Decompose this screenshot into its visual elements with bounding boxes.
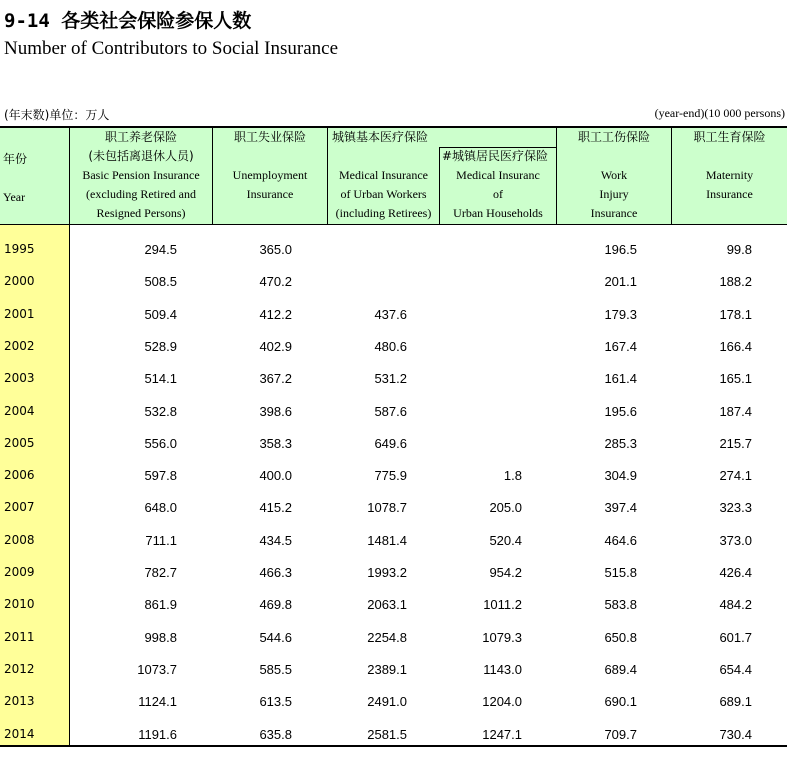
header-maternity-en2: Insurance — [706, 187, 753, 201]
table-row — [0, 228, 787, 260]
header-injury-en3: Insurance — [590, 206, 638, 220]
cell-injury: 464.6 — [604, 532, 637, 548]
cell-injury: 690.1 — [604, 694, 637, 710]
cell-pension: 861.9 — [144, 597, 177, 613]
cell-unemp: 398.6 — [259, 403, 292, 419]
cell-resident: 954.2 — [489, 565, 522, 580]
cell-medical: 2254.8 — [367, 629, 407, 645]
cell-unemp: 544.6 — [259, 629, 292, 645]
table-row — [0, 583, 787, 615]
cell-injury: 709.7 — [604, 726, 637, 742]
header-medical-en2: of Urban Workers — [340, 187, 427, 201]
cell-maternity: 215.7 — [719, 435, 752, 451]
cell-unemp: 402.9 — [259, 338, 292, 354]
header-resident — [440, 128, 556, 224]
table-row — [0, 454, 787, 486]
header-pension-en2: (excluding Retired and — [86, 187, 196, 201]
cell-injury: 304.9 — [604, 468, 637, 484]
cell-unemp: 358.3 — [259, 435, 292, 451]
cell-pension: 556.0 — [144, 435, 177, 451]
cell-pension: 782.7 — [144, 565, 177, 580]
table-row — [0, 325, 787, 357]
header-resident-en1: Medical Insuranc — [456, 168, 540, 182]
cell-medical: 649.6 — [374, 435, 407, 451]
cell-medical: 1481.4 — [367, 532, 407, 548]
header-unemp-en2: Insurance — [246, 187, 294, 201]
header-resident-en2: of — [493, 187, 503, 201]
header-pension-en1: Basic Pension Insurance — [82, 168, 200, 182]
header-pension-cn2: (未包括离退休人员) — [88, 149, 194, 163]
header-maternity-cn: 职工生育保险 — [693, 130, 766, 144]
header-unemp-cn: 职工失业保险 — [233, 130, 306, 144]
cell-pension: 998.8 — [144, 629, 177, 645]
header-medical-group: 城镇基本医疗保险 — [332, 130, 429, 144]
header-divider — [327, 128, 328, 224]
cell-medical: 2581.5 — [367, 726, 407, 742]
header-maternity — [672, 128, 787, 224]
cell-resident: 520.4 — [489, 532, 522, 548]
cell-resident: 1143.0 — [483, 661, 522, 677]
cell-year: 2007 — [4, 500, 35, 515]
table-row — [0, 680, 787, 712]
cell-medical: 1078.7 — [367, 500, 407, 516]
cell-pension: 294.5 — [144, 242, 177, 257]
cell-medical: 1993.2 — [367, 565, 407, 580]
cell-year: 2009 — [4, 565, 35, 579]
cell-unemp: 415.2 — [259, 500, 292, 516]
cell-maternity: 274.1 — [719, 468, 752, 484]
cell-maternity: 373.0 — [719, 532, 752, 548]
cell-pension: 711.1 — [145, 532, 177, 548]
cell-maternity: 323.3 — [719, 500, 752, 516]
cell-maternity: 178.1 — [719, 306, 752, 322]
table-title-cn: 9-14 各类社会保险参保人数 — [4, 10, 252, 32]
header-unemployment — [213, 128, 327, 224]
header-year — [0, 128, 69, 224]
cell-maternity: 187.4 — [719, 403, 752, 419]
cell-injury: 196.5 — [604, 242, 637, 257]
cell-resident: 205.0 — [489, 500, 522, 516]
header-medical-en1: Medical Insurance — [339, 168, 428, 182]
header-divider — [439, 147, 440, 224]
table-row — [0, 648, 787, 680]
cell-year: 2006 — [4, 468, 35, 483]
cell-year: 2014 — [4, 726, 35, 741]
cell-year: 2000 — [4, 274, 35, 289]
cell-medical: 437.6 — [374, 306, 407, 322]
table-row — [0, 357, 787, 389]
cell-year: 2002 — [4, 338, 35, 353]
cell-injury: 689.4 — [604, 661, 637, 677]
header-year-en: Year — [3, 190, 26, 204]
cell-resident: 1204.0 — [482, 694, 522, 710]
header-divider — [439, 147, 556, 148]
header-pension — [70, 128, 212, 224]
cell-injury: 167.4 — [604, 338, 637, 354]
cell-unemp: 365.0 — [259, 242, 292, 257]
cell-pension: 532.8 — [144, 403, 177, 419]
header-resident-en3: Urban Households — [453, 206, 543, 220]
cell-maternity: 426.4 — [719, 565, 752, 580]
cell-injury: 195.6 — [604, 403, 637, 419]
cell-medical: 2491.0 — [367, 694, 407, 710]
cell-pension: 1073.7 — [137, 661, 177, 677]
cell-year: 1995 — [4, 242, 35, 256]
header-injury-cn: 职工工伤保险 — [577, 130, 650, 144]
cell-pension: 1124.1 — [138, 694, 177, 710]
cell-maternity: 689.1 — [719, 694, 752, 710]
cell-pension: 1191.6 — [138, 726, 177, 742]
cell-medical: 2063.1 — [367, 597, 407, 613]
cell-medical: 531.2 — [374, 371, 407, 387]
header-pension-en3: Resigned Persons) — [96, 206, 186, 220]
cell-year: 2013 — [4, 694, 35, 709]
table-title-en: Number of Contributors to Social Insurance — [4, 38, 339, 59]
cell-year: 2008 — [4, 532, 35, 547]
unit-note-en: (year-end)(10 000 persons) — [654, 106, 785, 120]
cell-resident: 1247.1 — [482, 726, 522, 742]
table-row — [0, 486, 787, 518]
header-divider — [69, 128, 70, 224]
header-injury-en2: Injury — [599, 187, 629, 201]
cell-year: 2005 — [4, 435, 35, 450]
header-injury-en1: Work — [600, 168, 628, 182]
table-bottom-rule — [0, 745, 787, 747]
cell-medical: 2389.1 — [367, 661, 407, 677]
table-header — [0, 128, 787, 225]
cell-medical: 775.9 — [374, 468, 407, 484]
cell-year: 2012 — [4, 661, 35, 676]
cell-injury: 397.4 — [604, 500, 637, 516]
cell-year: 2003 — [4, 371, 35, 386]
cell-pension: 514.1 — [144, 371, 177, 387]
header-unemp-en1: Unemployment — [232, 168, 308, 182]
cell-pension: 528.9 — [144, 338, 177, 354]
cell-unemp: 585.5 — [259, 661, 292, 677]
cell-unemp: 367.2 — [259, 371, 292, 387]
table-row — [0, 551, 787, 583]
cell-year: 2011 — [4, 629, 35, 644]
cell-medical: 480.6 — [374, 338, 407, 354]
table-row — [0, 260, 787, 292]
cell-injury: 515.8 — [604, 565, 637, 580]
cell-injury: 650.8 — [604, 629, 637, 645]
cell-injury: 161.4 — [604, 371, 637, 387]
cell-medical: 587.6 — [374, 403, 407, 419]
header-resident-cn: #城镇居民医疗保险 — [442, 149, 549, 163]
cell-unemp: 434.5 — [259, 532, 292, 548]
cell-injury: 583.8 — [604, 597, 637, 613]
cell-pension: 648.0 — [144, 500, 177, 516]
cell-injury: 179.3 — [604, 306, 637, 322]
table-row — [0, 713, 787, 745]
header-divider — [671, 128, 672, 224]
header-divider — [212, 128, 213, 224]
table-row — [0, 422, 787, 454]
cell-maternity: 654.4 — [719, 661, 752, 677]
table-row — [0, 616, 787, 648]
cell-maternity: 165.1 — [719, 371, 752, 387]
cell-pension: 509.4 — [144, 306, 177, 322]
cell-unemp: 466.3 — [259, 565, 292, 580]
cell-resident: 1011.2 — [483, 597, 522, 613]
cell-year: 2004 — [4, 403, 35, 418]
cell-maternity: 166.4 — [719, 338, 752, 354]
cell-injury: 285.3 — [604, 435, 637, 451]
cell-unemp: 469.8 — [259, 597, 292, 613]
cell-resident: 1.8 — [503, 468, 522, 484]
cell-unemp: 470.2 — [259, 274, 292, 290]
cell-year: 2001 — [4, 306, 35, 321]
header-maternity-en1: Maternity — [705, 168, 754, 182]
cell-maternity: 601.7 — [719, 629, 752, 645]
header-divider — [556, 128, 557, 224]
header-medical-en3: (including Retirees) — [335, 206, 432, 220]
cell-injury: 201.1 — [604, 274, 637, 290]
cell-maternity: 484.2 — [719, 597, 752, 613]
table-row — [0, 519, 787, 551]
header-medical — [328, 128, 439, 224]
header-year-cn: 年份 — [3, 152, 28, 166]
header-pension-cn1: 职工养老保险 — [104, 130, 177, 144]
cell-unemp: 412.2 — [259, 306, 292, 322]
cell-year: 2010 — [4, 597, 35, 612]
cell-unemp: 400.0 — [259, 468, 292, 484]
cell-unemp: 635.8 — [259, 726, 292, 742]
header-injury — [557, 128, 671, 224]
cell-maternity: 188.2 — [719, 274, 752, 290]
cell-resident: 1079.3 — [482, 629, 522, 645]
cell-unemp: 613.5 — [259, 694, 292, 710]
cell-pension: 508.5 — [144, 274, 177, 290]
unit-note-cn: (年末数)单位：万人 — [4, 108, 110, 122]
table-row — [0, 293, 787, 325]
table-row — [0, 390, 787, 422]
cell-maternity: 99.8 — [726, 242, 752, 257]
cell-maternity: 730.4 — [719, 726, 752, 742]
cell-pension: 597.8 — [144, 468, 177, 484]
